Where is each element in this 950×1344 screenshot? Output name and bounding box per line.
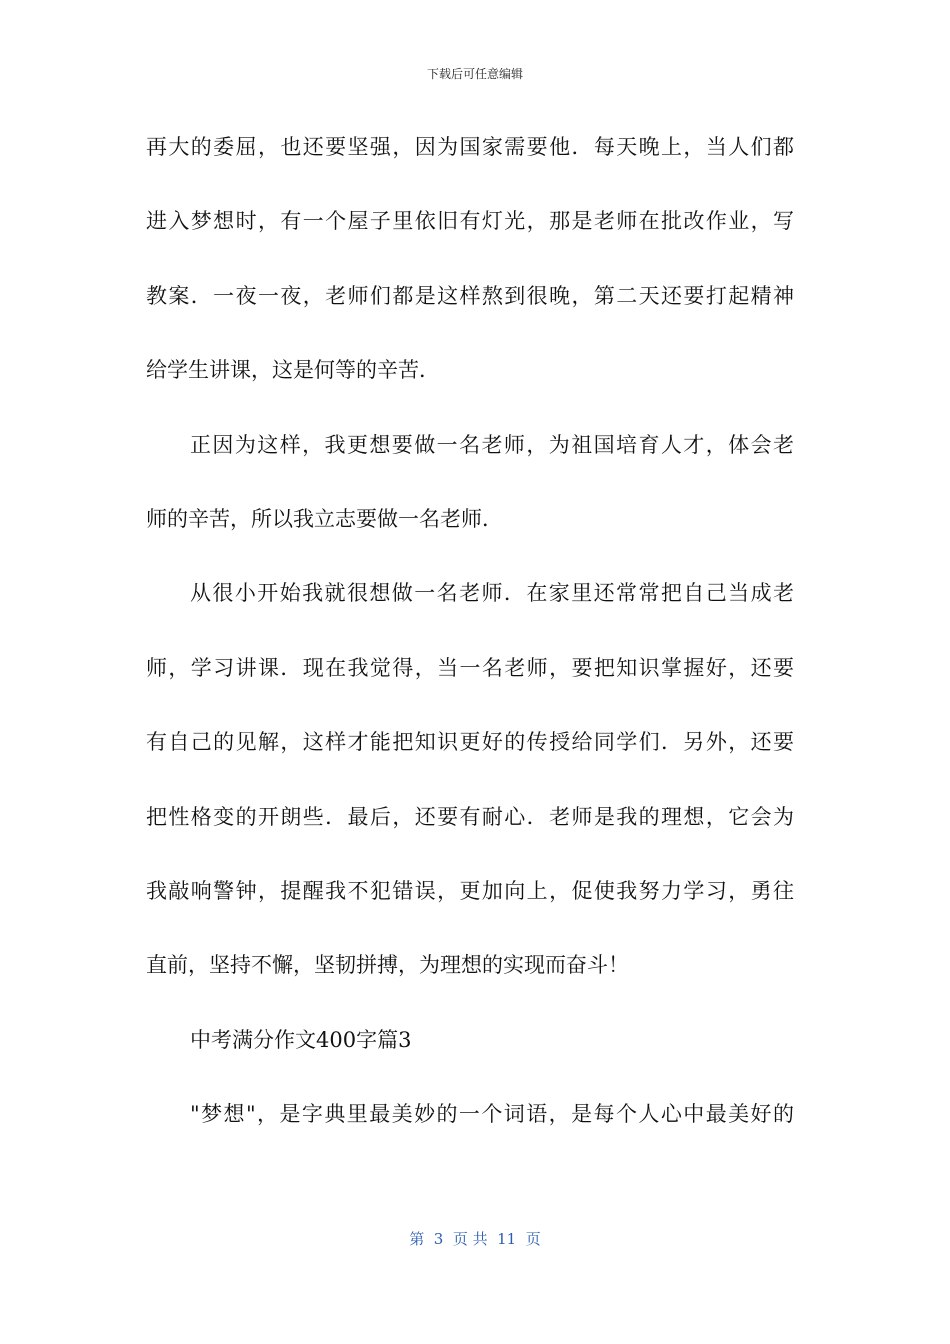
document-body (146, 122, 794, 1163)
text-line: 教案．一夜一夜，老师们都是这样熬到很晚，第二天还要打起精神 (146, 283, 794, 308)
page-header: 下载后可任意编辑 (426, 67, 523, 81)
text-line: 师的辛苦，所以我立志要做一名老师． (146, 506, 503, 531)
text-line: 给学生讲课，这是何等的辛苦． (146, 358, 440, 383)
text-line: 从很小开始我就很想做一名老师．在家里还常常把自己当成老 (190, 581, 794, 606)
text-line: "梦想"，是字典里最美妙的一个词语，是每个人心中最美好的 (190, 1102, 794, 1127)
text-line: 再大的委屈，也还要坚强，因为国家需要他．每天晚上，当人们都 (146, 135, 794, 159)
text-line: 把性格变的开朗些．最后，还要有耐心．老师是我的理想，它会为 (146, 804, 794, 829)
text-line: 进入梦想时，有一个屋子里依旧有灯光，那是老师在批改作业，写 (146, 209, 794, 234)
page-footer: 第 3 页 共 11 页 (409, 1230, 541, 1248)
text-line: 正因为这样，我更想要做一名老师，为祖国培育人才，体会老 (190, 432, 794, 457)
text-line: 我敲响警钟，提醒我不犯错误，更加向上，促使我努力学习，勇往 (146, 878, 794, 903)
text-line: 中考满分作文400字篇3 (190, 1027, 412, 1052)
text-line: 直前，坚持不懈，坚韧拼搏，为理想的实现而奋斗！ (146, 953, 629, 978)
text-line: 师，学习讲课．现在我觉得，当一名老师，要把知识掌握好，还要 (146, 655, 794, 680)
text-line: 有自己的见解，这样才能把知识更好的传授给同学们．另外，还要 (146, 730, 794, 755)
